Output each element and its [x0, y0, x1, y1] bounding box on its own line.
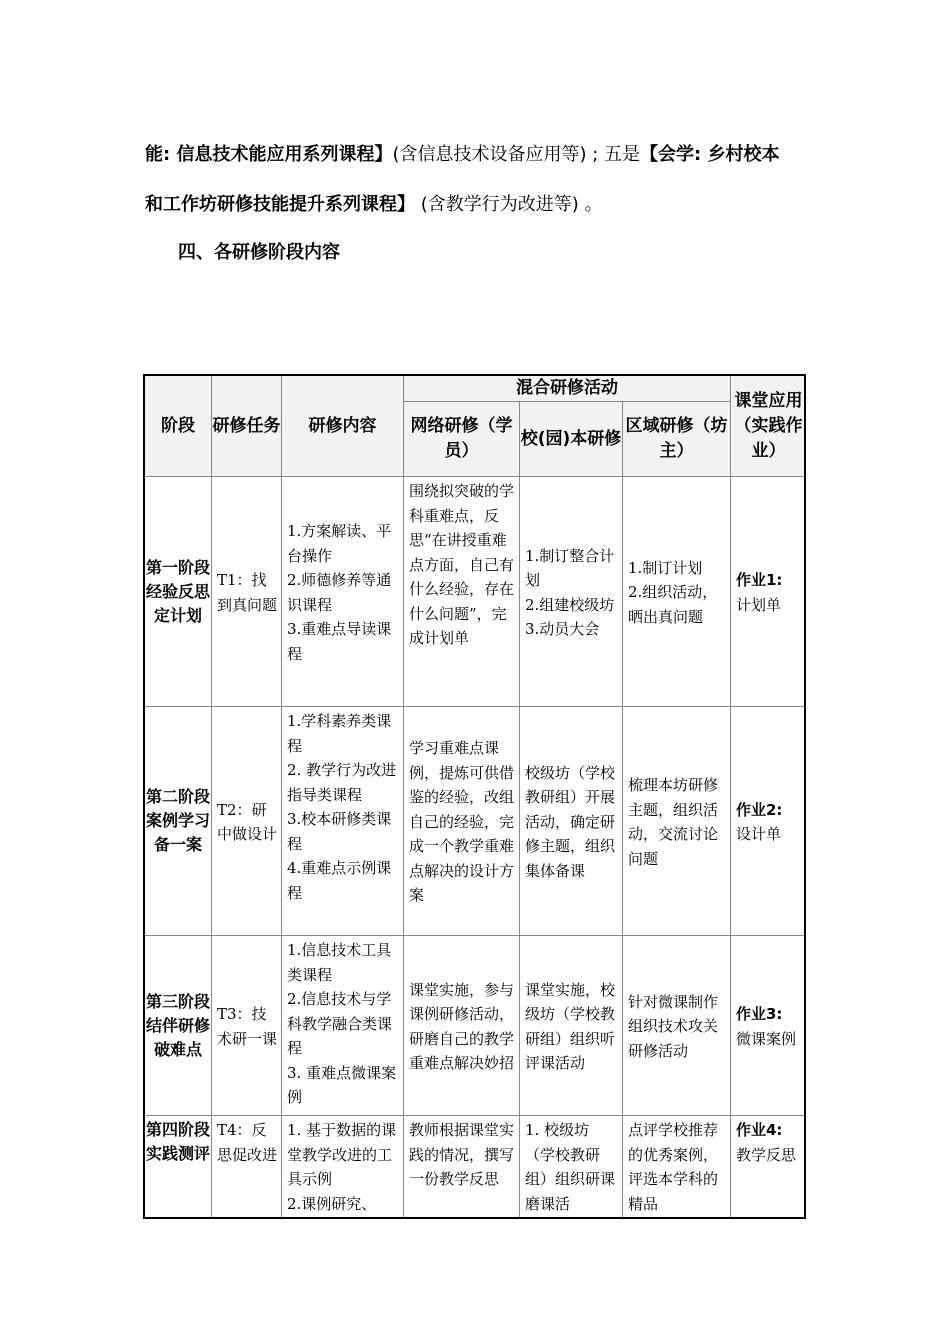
row4-regional: 点评学校推荐的优秀案例，评选本学科的精品 [623, 1116, 731, 1219]
row3-regional: 针对微课制作组织技术攻关研修活动 [623, 936, 731, 1116]
row1-school: 1.制订整合计划 2.组建校级坊 3.动员大会 [520, 477, 623, 707]
row1-online: 围绕拟突破的学科重难点，反思“在讲授重难点方面，自己有什么经验，存在什么问题”，完成计划单 [404, 477, 520, 707]
header-online: 网络研修（学员） [404, 402, 520, 477]
header-regional: 区域研修（坊主） [623, 402, 731, 477]
header-school: 校(园)本研修 [520, 402, 623, 477]
row4-stage: 第四阶段 实践测评 [145, 1116, 212, 1219]
plain-phrase: (含信息技术设备应用等) ; 五是 [392, 144, 641, 165]
stage-content-table [143, 374, 806, 1219]
bold-phrase: 和工作坊研修技能提升系列课程】 [145, 194, 415, 215]
intro-line-1 [145, 140, 825, 166]
row2-content: 1.学科素养类课程 2. 教学行为改进指导类课程 3.校本研修类课程 4.重难点示例课程 [282, 707, 404, 936]
row3-content: 1.信息技术工具类课程 2.信息技术与学科教学融合类课程 3. 重难点微课案例 [282, 936, 404, 1116]
row1-regional: 1.制订计划 2.组织活动，晒出真问题 [623, 477, 731, 707]
intro-line-2 [145, 190, 825, 216]
header-classroom: 课堂应用（实践作业） [731, 376, 806, 477]
row4-school: 1. 校级坊（学校教研组）组织研课磨课活 [520, 1116, 623, 1219]
homework-label: 作业4: [736, 1121, 783, 1139]
row2-online: 学习重难点课例，提炼可供借鉴的经验，改组自己的经验，完成一个教学重难点解决的设计方案 [404, 707, 520, 936]
row3-task: T3：技术研一课 [212, 936, 282, 1116]
header-task: 研修任务 [212, 376, 282, 477]
header-mixed-activities: 混合研修活动 [404, 376, 731, 402]
homework-text: 设计单 [736, 825, 782, 843]
row1-task: T1：找到真问题 [212, 477, 282, 707]
row1-homework [731, 477, 806, 707]
row2-stage: 第二阶段 案例学习 备一案 [145, 707, 212, 936]
row2-regional: 梳理本坊研修主题，组织活动，交流讨论问题 [623, 707, 731, 936]
row4-homework [731, 1116, 806, 1219]
row2-school: 校级坊（学校教研组）开展活动，确定研修主题，组织集体备课 [520, 707, 623, 936]
header-content: 研修内容 [282, 376, 404, 477]
row2-homework [731, 707, 806, 936]
plain-phrase: (含教学行为改进等) 。 [415, 194, 603, 215]
row4-task: T4：反思促改进 [212, 1116, 282, 1219]
row1-content: 1.方案解读、平台操作 2.师德修养等通识课程 3.重难点导读课程 [282, 477, 404, 707]
row1-stage: 第一阶段 经验反思 定计划 [145, 477, 212, 707]
row4-online: 教师根据课堂实践的情况，撰写一份教学反思 [404, 1116, 520, 1219]
homework-text: 教学反思 [736, 1145, 797, 1164]
homework-label: 作业3: [736, 1005, 783, 1023]
bold-phrase: 能: 信息技术能应用系列课程】 [145, 144, 393, 165]
bold-phrase: 【会学: 乡村校本 [640, 144, 780, 165]
homework-text: 计划单 [736, 595, 782, 614]
homework-label: 作业1: [736, 571, 783, 589]
row2-task: T2：研中做设计 [212, 707, 282, 936]
row3-school: 课堂实施，校级坊（学校教研组）组织听评课活动 [520, 936, 623, 1116]
header-stage: 阶段 [145, 376, 212, 477]
row3-stage: 第三阶段 结伴研修 破难点 [145, 936, 212, 1116]
homework-label: 作业2: [736, 800, 783, 819]
section-heading: 四、各研修阶段内容 [178, 242, 340, 263]
row4-content: 1. 基于数据的课堂教学改进的工具示例 2.课例研究、 [282, 1116, 404, 1219]
row3-online: 课堂实施，参与课例研修活动，研磨自己的教学重难点解决妙招 [404, 936, 520, 1116]
homework-text: 微课案例 [736, 1029, 797, 1048]
row3-homework [731, 936, 806, 1116]
